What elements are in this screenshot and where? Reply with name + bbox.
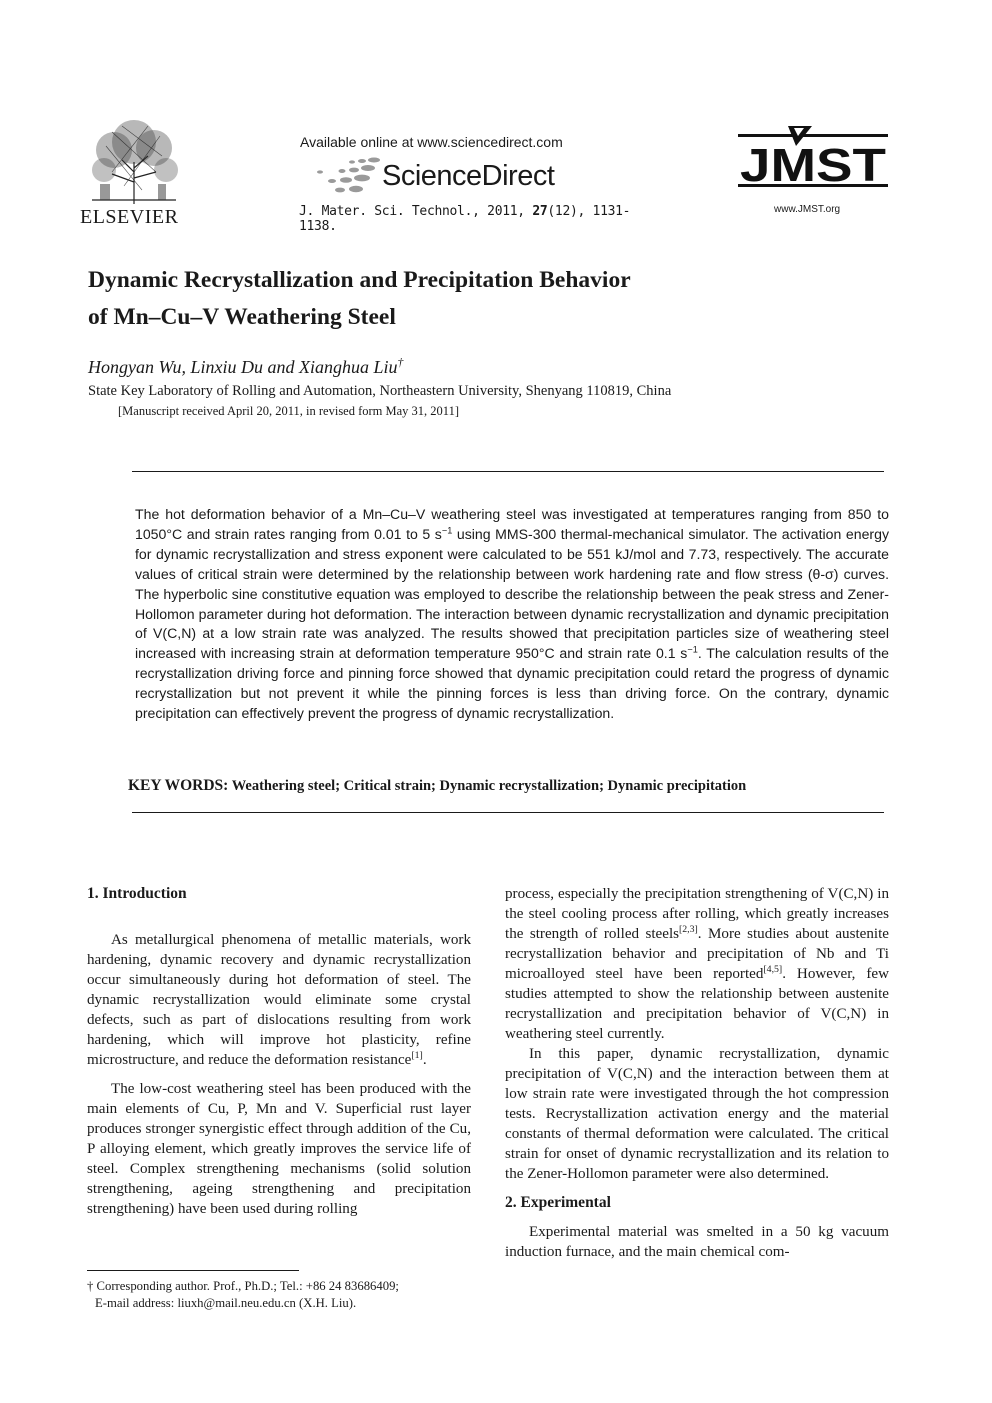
- footnote-rule: [87, 1270, 299, 1271]
- jmst-wordmark: JMST: [740, 139, 886, 191]
- footnote-line-2: E-mail address: liuxh@mail.neu.edu.cn (X.H. Liu).: [95, 1296, 357, 1310]
- sciencedirect-header: [290, 134, 640, 234]
- abstract-sup-2: −1: [687, 644, 698, 655]
- affiliation: State Key Laboratory of Rolling and Automation, Northeastern University, Shenyang 110819, China: [88, 383, 672, 399]
- title-line-1: Dynamic Recrystallization and Precipitation Behavior: [88, 267, 631, 293]
- title-line-2: of Mn–Cu–V Weathering Steel: [88, 304, 396, 330]
- body-column-right: [505, 884, 889, 1262]
- abstract-bottom-rule: [132, 812, 884, 813]
- keywords: [128, 777, 898, 795]
- paragraph: [505, 884, 889, 1044]
- footnote: [87, 1278, 487, 1312]
- paragraph: Experimental material was smelted in a 50 kg vacuum induction furnace, and the main chemical com-: [505, 1224, 889, 1260]
- authors-text: Hongyan Wu, Linxiu Du and Xianghua Liu: [88, 357, 398, 377]
- paragraph-text: . However, few studies attempted to show the relationship between austenite recrystallization and precipitation behavior of V(C,N) in weathering steel currently.: [505, 966, 889, 1042]
- keywords-label: KEY WORDS:: [128, 777, 229, 794]
- paragraph: The low-cost weathering steel has been produced with the main elements of Cu, P, Mn and V. Superficial rust layer produces stronger synergistic effect through addition of the Cu, P alloying element, which greatly improves the service life of steel. Complex strengthening mechanisms (solid solution strengthening, ageing strengthening and precipitation strengthening) have been used during rolling: [87, 1081, 471, 1217]
- section-heading-experimental: 2. Experimental: [505, 1194, 611, 1211]
- abstract-text-3: . The calculation results of the recrystallization driving force and pinning force showed that dynamic precipitation could retard the progress of dynamic recrystallization but not prevent it while the pinning forces is less than driving force. On the contrary, dynamic precipitation can effectively prevent the progress of dynamic recrystallization.: [135, 645, 889, 722]
- citation-ref[interactable]: [4,5]: [763, 963, 783, 975]
- article-title: [88, 262, 848, 336]
- sciencedirect-dots-icon: [316, 156, 386, 196]
- elsevier-wordmark: ELSEVIER: [80, 206, 179, 228]
- paragraph-text: . More studies about austenite recrystallization behavior and precipitation of Nb and Ti microalloyed steel have been reported: [505, 926, 889, 982]
- corresponding-author-mark: †: [397, 356, 404, 369]
- abstract-text-2: using MMS-300 thermal-mechanical simulator. The activation energy for dynamic recrystallization and stress exponent were calculated to be 551 kJ/mol and 7.73, respectively. The accurate values of critical strain were determined by the relationship between work hardening rate and flow stress (θ-σ) curves. The hyperbolic sine constitutive equation was employed to describe the relationship between the peak stress and Zener-Hollomon parameter during hot deformation. The interaction between dynamic recrystallization and dynamic precipitation of V(C,N) at a low strain rate was analyzed. The results showed that precipitation particles size of weathering steel increased with increasing strain at deformation temperature 950°C and strain rate 0.1 s: [135, 525, 889, 662]
- paragraph-text: As metallurgical phenomena of metallic materials, work hardening, dynamic recovery and dynamic recrystallization occur simultaneously during hot deformation of steel. The dynamic recrystallization would eliminate some crystal defects, such as part of dislocations resulting from work hardening, which will improve hot plasticity, refine microstructure, and reduce the deformation resistance: [87, 932, 471, 1068]
- abstract: [135, 505, 889, 724]
- footnote-line-1: † Corresponding author. Prof., Ph.D.; Tel.: +86 24 83686409;: [87, 1279, 399, 1293]
- elsevier-logo: [80, 112, 190, 230]
- section-heading-introduction: 1. Introduction: [87, 885, 187, 902]
- journal-citation: [299, 204, 640, 234]
- journal-url: www.JMST.org: [774, 204, 841, 215]
- citation-prefix: J. Mater. Sci. Technol., 2011,: [299, 204, 533, 219]
- body-column-left: [87, 884, 471, 1219]
- abstract-sup-1: −1: [441, 525, 453, 536]
- citation-volume: 27: [532, 204, 548, 219]
- sciencedirect-wordmark: ScienceDirect: [382, 160, 555, 192]
- abstract-top-rule: [132, 471, 884, 472]
- paragraph: In this paper, dynamic recrystallization, dynamic precipitation of V(C,N) and the interaction between them at low strain rate were investigated through the hot compression tests. Recrystallization activation energy and the material constants of thermal deformation were calculated. The critical strain for onset of dynamic recrystallization and its relation to the Zener-Hollomon parameter were also determined.: [505, 1046, 889, 1182]
- citation-suffix: (12), 1131-1138.: [299, 204, 631, 234]
- paragraph: [87, 930, 471, 1070]
- available-online-text: Available online at www.sciencedirect.com: [300, 134, 563, 150]
- elsevier-tree-icon: [82, 112, 186, 204]
- jmst-logo-mark: [738, 124, 888, 194]
- manuscript-dates: [Manuscript received April 20, 2011, in revised form May 31, 2011]: [118, 404, 460, 418]
- jmst-logo: [738, 124, 888, 220]
- keywords-text: Weathering steel; Critical strain; Dynamic recrystallization; Dynamic precipitation: [228, 778, 747, 794]
- citation-ref[interactable]: [2,3]: [679, 923, 698, 935]
- citation-ref[interactable]: [1]: [411, 1049, 423, 1061]
- abstract-text-1: The hot deformation behavior of a Mn–Cu–V weathering steel was investigated at temperatures ranging from 850 to 1050°C and strain rates ranging from 0.01 to 5 s: [135, 506, 889, 542]
- author-list: [88, 357, 403, 378]
- paragraph-text: .: [422, 1052, 427, 1068]
- paragraph-text: process, especially the precipitation strengthening of V(C,N) in the steel cooling process after rolling, which greatly increases the strength of rolled steels: [505, 886, 889, 942]
